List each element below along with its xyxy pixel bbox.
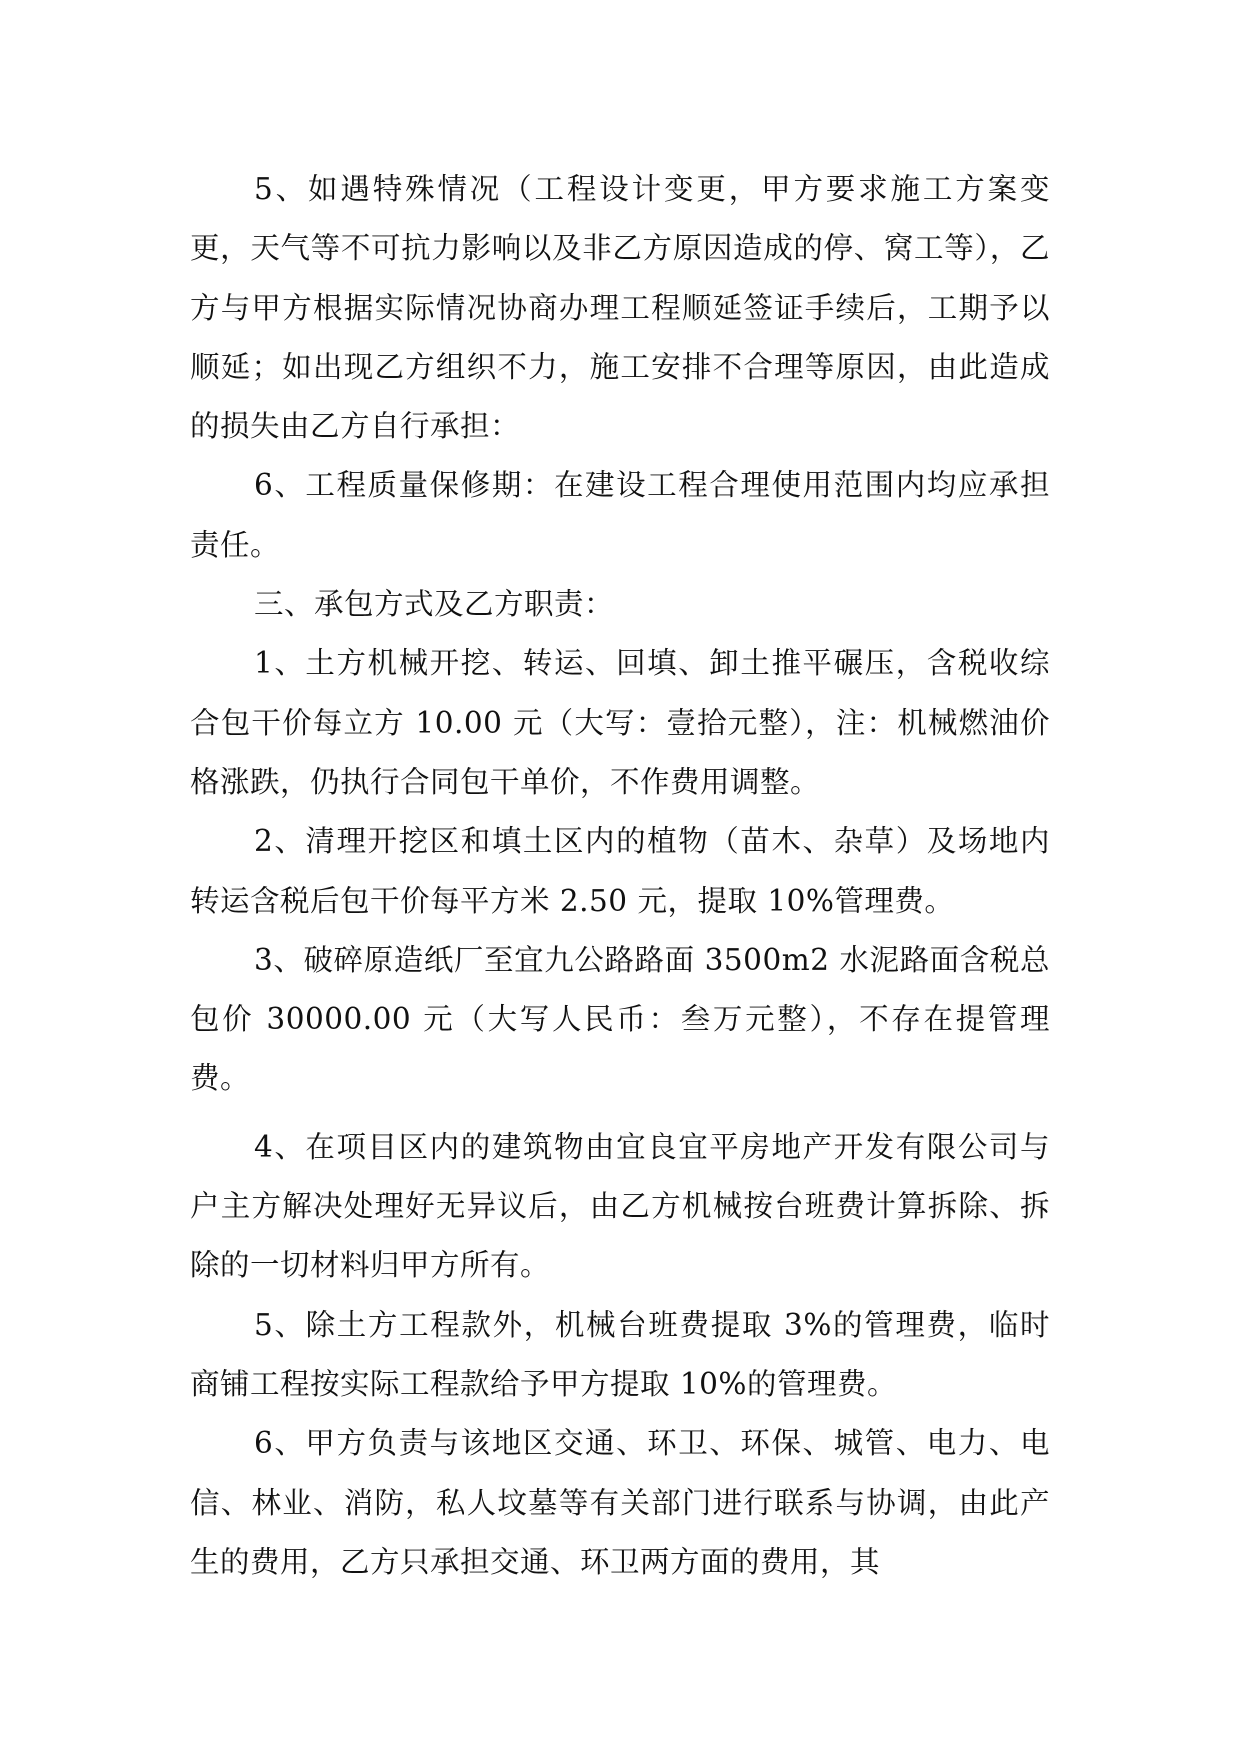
document-body [190, 160, 1050, 1592]
paragraph-item-6-coordination: 6、甲方负责与该地区交通、环卫、环保、城管、电力、电信、林业、消防，私人坟墓等有关部门进行联系与协调，由此产生的费用，乙方只承担交通、环卫两方面的费用，其 [190, 1426, 1050, 1579]
paragraph-item-5-management-fee: 5、除土方工程款外，机械台班费提取 3%的管理费，临时商铺工程按实际工程款给予甲方提取 10%的管理费。 [190, 1307, 1050, 1401]
paragraph-item-2-clearing: 2、清理开挖区和填土区内的植物（苗木、杂草）及场地内转运含税后包干价每平方米 2.50 元，提取 10%管理费。 [190, 824, 1050, 918]
paragraph-item-3-road-breaking: 3、破碎原造纸厂至宜九公路路面 3500m2 水泥路面含税总包价 30000.00 元（大写人民币：叁万元整），不存在提管理费。 [190, 942, 1050, 1096]
paragraph-item-1-earthwork: 1、土方机械开挖、转运、回填、卸土推平碾压，含税收综合包干价每立方 10.00 元（大写：壹拾元整），注：机械燃油价格涨跌，仍执行合同包干单价，不作费用调整。 [190, 646, 1050, 799]
paragraph-item-4-demolition: 4、在项目区内的建筑物由宜良宜平房地产开发有限公司与户主方解决处理好无异议后，由乙方机械按台班费计算拆除、拆除的一切材料归甲方所有。 [190, 1129, 1050, 1283]
paragraph-clause-6-warranty: 6、工程质量保修期：在建设工程合理使用范围内均应承担责任。 [190, 468, 1050, 562]
section-heading-contract-method: 三、承包方式及乙方职责： [254, 587, 615, 622]
paragraph-clause-5-delay: 5、如遇特殊情况（工程设计变更，甲方要求施工方案变更，天气等不可抗力影响以及非乙方原因造成的停、窝工等），乙方与甲方根据实际情况协商办理工程顺延签证手续后，工期予以顺延；如出现乙方组织不力，施工安排不合理等原因，由此造成的损失由乙方自行承担： [190, 172, 1050, 444]
